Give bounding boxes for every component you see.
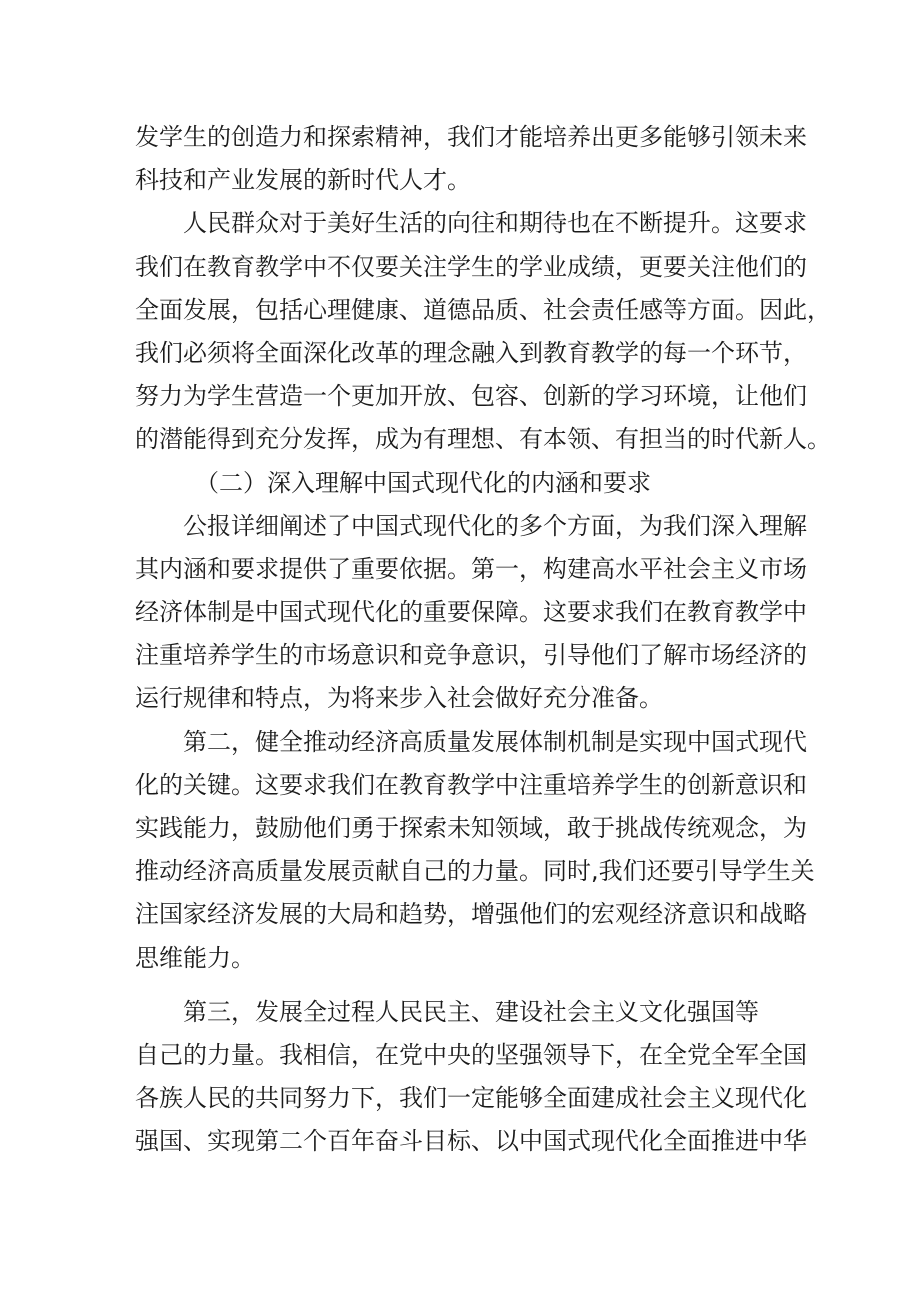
text-line: 推动经济高质量发展贡献自己的力量。同时,我们还要引导学生关: [135, 857, 815, 886]
text-line: 化的关键。这要求我们在教育教学中注重培养学生的创新意识和: [135, 770, 807, 799]
section-heading: （二）深入理解中国式现代化的内涵和要求: [195, 468, 651, 497]
paragraph-start-line: 第三，发展全过程人民民主、建设社会主义文化强国等: [183, 997, 759, 1026]
text-line: 实践能力，鼓励他们勇于探索未知领域，敢于挑战传统观念，为: [135, 814, 807, 842]
text-line: 注重培养学生的市场意识和竞争意识，引导他们了解市场经济的: [135, 641, 807, 670]
paragraph-start-line: 公报详细阐述了中国式现代化的多个方面，为我们深入理解: [183, 511, 807, 540]
text-line: 经济体制是中国式现代化的重要保障。这要求我们在教育教学中: [135, 598, 807, 627]
text-line: 其内涵和要求提供了重要依据。第一，构建高水平社会主义市场: [135, 554, 807, 583]
text-line: 我们必须将全面深化改革的理念融入到教育教学的每一个环节，: [135, 338, 807, 367]
text-line: 各族人民的共同努力下，我们一定能够全面建成社会主义现代化: [135, 1084, 807, 1113]
text-line: 强国、实现第二个百年奋斗目标、以中国式现代化全面推进中华: [135, 1127, 807, 1156]
text-line: 注国家经济发展的大局和趋势，增强他们的宏观经济意识和战略: [135, 900, 807, 929]
paragraph-start-line: 人民群众对于美好生活的向往和期待也在不断提升。这要求: [183, 209, 807, 238]
text-line: 科技和产业发展的新时代人才。: [135, 166, 471, 195]
document-body: [135, 116, 831, 1164]
text-line: 全面发展，包括心理健康、道德品质、社会责任感等方面。因此，: [135, 295, 831, 324]
text-line: 自己的力量。我相信，在党中央的坚强领导下，在全党全军全国: [135, 1040, 807, 1069]
text-line: 我们在教育教学中不仅要关注学生的学业成绩，更要关注他们的: [135, 252, 807, 281]
text-line: 发学生的创造力和探索精神，我们才能培养出更多能够引领未来: [135, 123, 807, 151]
text-line: 的潜能得到充分发挥，成为有理想、有本领、有担当的时代新人。: [135, 425, 831, 454]
paragraph-start-line: 第二，健全推动经济高质量发展体制机制是实现中国式现代: [183, 727, 807, 756]
text-line: 努力为学生营造一个更加开放、包容、创新的学习环境，让他们: [135, 382, 807, 411]
text-line: 运行规律和特点，为将来步入社会做好充分准备。: [135, 684, 663, 713]
text-line: 思维能力。: [135, 943, 255, 972]
